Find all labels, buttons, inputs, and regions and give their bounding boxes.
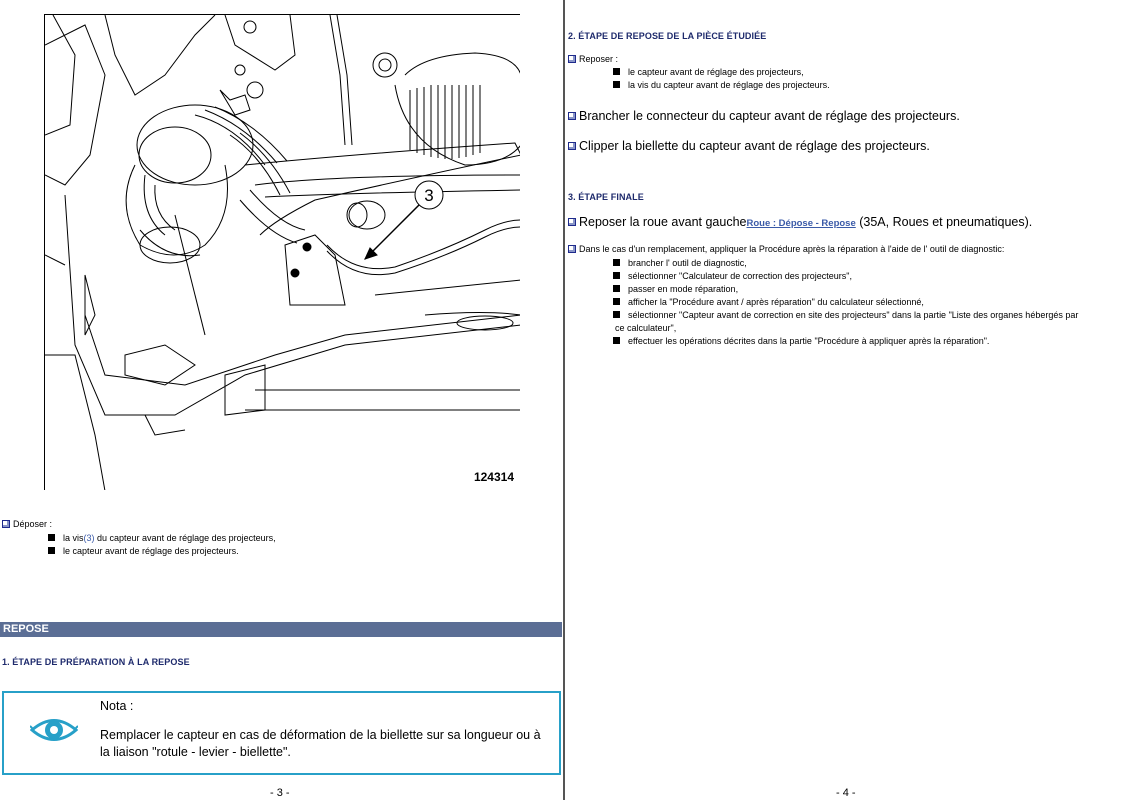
- callout-number: 3: [424, 186, 434, 205]
- section-bar-repose: REPOSE: [0, 622, 562, 637]
- remplacement-intro: Dans le cas d'un remplacement, appliquer la Procédure après la réparation à l'aide de l' outil de diagnostic:: [568, 243, 1004, 256]
- reposer-item-2: la vis du capteur avant de réglage des projecteurs.: [613, 79, 830, 92]
- reference-link[interactable]: (3): [83, 533, 95, 543]
- reposer-roue-step: Reposer la roue avant gaucheRoue : Dépose - Repose (35A, Roues et pneumatiques).: [568, 214, 1032, 232]
- roue-depose-repose-link[interactable]: Roue : Dépose - Repose: [746, 218, 856, 229]
- deposer-item-2: le capteur avant de réglage des projecteurs.: [48, 545, 239, 558]
- page-number: - 4 -: [836, 787, 856, 799]
- step2-title: 2. ÉTAPE DE REPOSE DE LA PIÈCE ÉTUDIÉE: [568, 31, 767, 41]
- remplacement-item-5: sélectionner "Capteur avant de correction en site des projecteurs" dans la partie "Liste des organes hébergés par: [613, 309, 1078, 322]
- clipper-step: Clipper la biellette du capteur avant de réglage des projecteurs.: [568, 138, 930, 154]
- brancher-step: Brancher le connecteur du capteur avant de réglage des projecteurs.: [568, 108, 960, 124]
- checkbox-bullet-icon: [568, 55, 576, 63]
- checkbox-bullet-icon: [568, 142, 576, 150]
- square-bullet-icon: [48, 534, 55, 541]
- square-bullet-icon: [613, 259, 620, 266]
- checkbox-bullet-icon: [568, 218, 576, 226]
- reposer-item-1: le capteur avant de réglage des projecteurs,: [613, 66, 804, 79]
- step3-title: 3. ÉTAPE FINALE: [568, 192, 644, 202]
- deposer-item-1: la vis(3) du capteur avant de réglage des projecteurs,: [48, 532, 276, 545]
- nota-box: [2, 691, 561, 775]
- square-bullet-icon: [613, 337, 620, 344]
- eye-icon: [30, 715, 78, 745]
- step1-title: 1. ÉTAPE DE PRÉPARATION À LA REPOSE: [2, 657, 190, 667]
- remplacement-item-5-continued: ce calculateur",: [615, 323, 677, 333]
- checkbox-bullet-icon: [568, 245, 576, 253]
- nota-text: Remplacer le capteur en cas de déformation de la biellette sur sa longueur ou à la liaison "rotule - levier - biellette".: [100, 728, 541, 759]
- square-bullet-icon: [613, 81, 620, 88]
- page-number: - 3 -: [270, 787, 290, 799]
- deposer-label: Déposer :: [2, 518, 52, 531]
- remplacement-item-3: passer en mode réparation,: [613, 283, 738, 296]
- checkbox-bullet-icon: [568, 112, 576, 120]
- page-4: [565, 0, 1129, 800]
- figure-number: 124314: [473, 470, 514, 484]
- square-bullet-icon: [613, 68, 620, 75]
- square-bullet-icon: [613, 298, 620, 305]
- technical-illustration: [44, 14, 520, 490]
- remplacement-item-2: sélectionner "Calculateur de correction des projecteurs",: [613, 270, 852, 283]
- reposer-label: Reposer :: [568, 53, 618, 66]
- square-bullet-icon: [613, 285, 620, 292]
- nota-title: Nota :: [100, 699, 134, 713]
- checkbox-bullet-icon: [2, 520, 10, 528]
- square-bullet-icon: [613, 311, 620, 318]
- remplacement-item-6: effectuer les opérations décrites dans la partie "Procédure à appliquer après la réparation".: [613, 335, 989, 348]
- square-bullet-icon: [48, 547, 55, 554]
- page-3: [0, 0, 564, 800]
- remplacement-item-4: afficher la "Procédure avant / après réparation" du calculateur sélectionné,: [613, 296, 924, 309]
- suspension-drawing: [45, 15, 520, 490]
- remplacement-item-1: brancher l' outil de diagnostic,: [613, 257, 747, 270]
- square-bullet-icon: [613, 272, 620, 279]
